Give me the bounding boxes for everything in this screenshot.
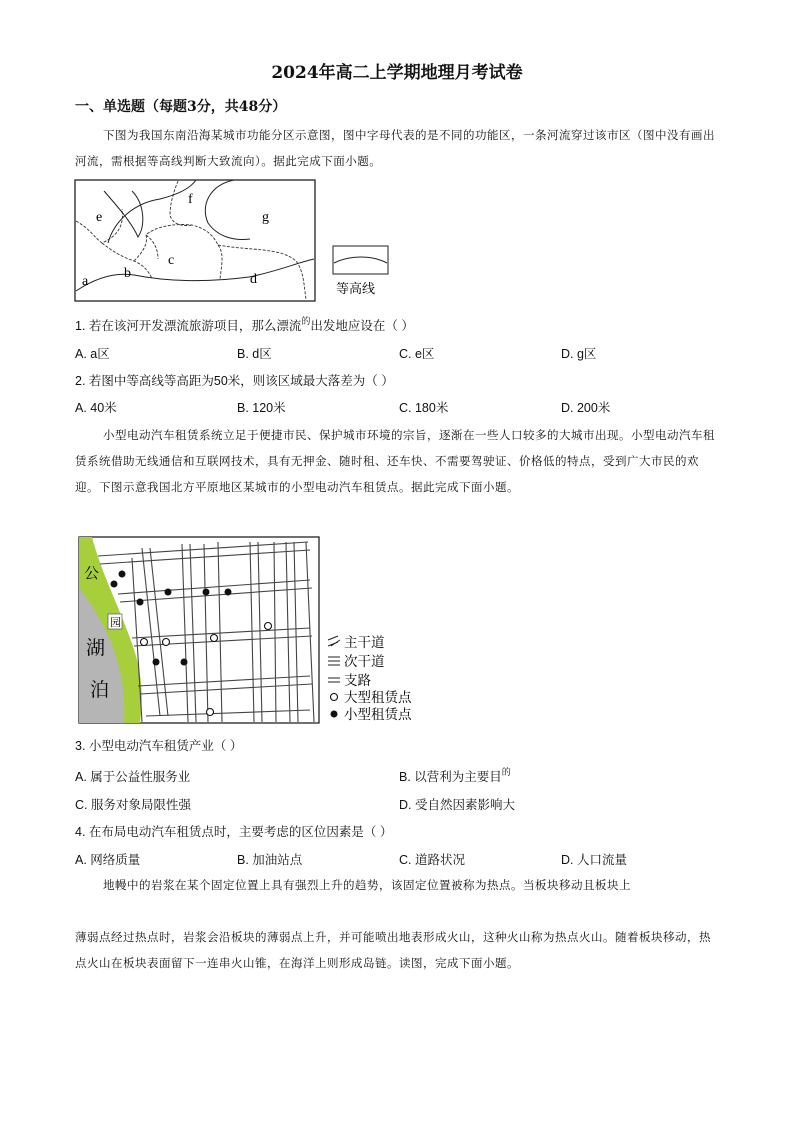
zone-label-b: b bbox=[124, 266, 131, 281]
zone-label-f: f bbox=[188, 192, 193, 207]
q3-option-b-text: B. 以营利为主要目 bbox=[399, 770, 502, 784]
question-1 bbox=[75, 316, 414, 334]
zone-label-a: a bbox=[82, 274, 89, 289]
branch-road-symbol bbox=[328, 678, 340, 682]
q1-option-c[interactable]: C. e区 bbox=[399, 347, 435, 361]
park-label-2: 园 bbox=[110, 617, 121, 629]
q1-option-b[interactable]: B. d区 bbox=[237, 347, 272, 361]
large-point-symbol bbox=[331, 694, 338, 701]
q2-option-c[interactable]: C. 180米 bbox=[399, 401, 449, 415]
q1-option-d[interactable]: D. g区 bbox=[561, 347, 597, 361]
ev-rental-map bbox=[78, 536, 428, 726]
small-rental-point bbox=[137, 599, 144, 606]
q4-option-d[interactable]: D. 人口流量 bbox=[561, 853, 627, 867]
q3-option-b[interactable] bbox=[399, 767, 511, 785]
question-1-stem: 1. 若在该河开发漂流旅游项目，那么漂流 bbox=[75, 319, 302, 333]
intro-text-3-line-1: 地幔中的岩浆在某个固定位置上具有强烈上升的趋势，该固定位置被称为热点。当板块移动且板块上 bbox=[103, 878, 631, 892]
intro-text-1: 下图为我国东南沿海某城市功能分区示意图，图中字母代表的是不同的功能区，一条河流穿过该市区（图中没有画出河流，需根据等高线判断大致流向）。据此完成下面小题。 bbox=[75, 128, 715, 168]
functional-zone-map bbox=[74, 179, 394, 304]
question-4-stem: 4. 在布局电动汽车租赁点时，主要考虑的区位因素是（ ） bbox=[75, 825, 393, 839]
zone-label-c: c bbox=[168, 253, 175, 268]
q3-option-b-sup: 的 bbox=[501, 767, 511, 777]
map2-legend bbox=[328, 635, 412, 722]
q4-option-a[interactable]: A. 网络质量 bbox=[75, 853, 141, 867]
zone-label-g: g bbox=[262, 210, 269, 225]
intro-text-2: 小型电动汽车租赁系统立足于便捷市民、保护城市环境的宗旨，逐渐在一些人口较多的大城市出现。小型电动汽车租赁系统借助无线通信和互联网技术，具有无押金、随时租、还车快、不需要驾驶证、价格低的特点，受到广大市民的欢迎。下图示意我国北方平原地区某城市的小型电动汽车租赁点。据此完成下面小题。 bbox=[75, 428, 715, 494]
q3-option-d[interactable]: D. 受自然因素影响大 bbox=[399, 798, 515, 812]
legend-branch-road: 支路 bbox=[344, 673, 371, 688]
q2-option-d[interactable]: D. 200米 bbox=[561, 401, 611, 415]
q2-option-b[interactable]: B. 120米 bbox=[237, 401, 286, 415]
q4-option-c[interactable]: C. 道路状况 bbox=[399, 853, 465, 867]
q4-option-b[interactable]: B. 加油站点 bbox=[237, 853, 303, 867]
legend-secondary-road: 次干道 bbox=[344, 654, 385, 669]
intro-paragraph-2 bbox=[75, 422, 721, 500]
zone-label-d: d bbox=[250, 272, 257, 287]
lake-label-1: 湖 bbox=[86, 638, 106, 659]
q1-option-a[interactable]: A. a区 bbox=[75, 347, 110, 361]
section-heading: 一、单选题（每题3分，共48分） bbox=[75, 99, 287, 115]
large-rental-point bbox=[163, 639, 170, 646]
intro-paragraph-3-line-1 bbox=[75, 872, 721, 898]
intro-paragraph-1 bbox=[75, 122, 721, 174]
lake-label-2: 泊 bbox=[90, 680, 110, 701]
q3-option-a[interactable]: A. 属于公益性服务业 bbox=[75, 770, 191, 784]
page-title: 2024年高二上学期地理月考试卷 bbox=[271, 63, 523, 83]
q2-option-a[interactable]: A. 40米 bbox=[75, 401, 117, 415]
zone-label-e: e bbox=[96, 210, 103, 225]
small-point-symbol bbox=[331, 711, 338, 718]
legend-large-point: 大型租赁点 bbox=[344, 690, 412, 705]
large-rental-point bbox=[265, 623, 272, 630]
small-rental-point bbox=[225, 589, 232, 596]
question-2-stem: 2. 若图中等高线等高距为50米，则该区域最大落差为（ ） bbox=[75, 374, 394, 388]
question-3-stem: 3. 小型电动汽车租赁产业（ ） bbox=[75, 739, 243, 753]
small-rental-point bbox=[203, 589, 210, 596]
small-rental-point bbox=[181, 659, 188, 666]
q3-option-c[interactable]: C. 服务对象局限性强 bbox=[75, 798, 191, 812]
secondary-road-symbol bbox=[328, 657, 340, 665]
intro-paragraph-3-rest: 薄弱点经过热点时，岩浆会沿板块的薄弱点上升，并可能喷出地表形成火山，这种火山称为热点火山。随着板块移动，热点火山在板块表面留下一连串火山锥，在海洋上则形成岛链。读图，完成下面小题。 bbox=[75, 930, 711, 970]
large-rental-point bbox=[211, 635, 218, 642]
legend-small-point: 小型租赁点 bbox=[344, 707, 412, 722]
question-1-stem-sup: 的 bbox=[301, 316, 311, 326]
legend-main-road: 主干道 bbox=[344, 635, 385, 650]
small-rental-point bbox=[153, 659, 160, 666]
small-rental-point bbox=[111, 581, 118, 588]
question-1-stem-end: 出发地应设在（ ） bbox=[310, 319, 414, 333]
main-road-symbol bbox=[328, 636, 340, 646]
large-rental-point bbox=[141, 639, 148, 646]
small-rental-point bbox=[119, 571, 126, 578]
small-rental-point bbox=[165, 589, 172, 596]
park-label-1: 公 bbox=[84, 566, 100, 582]
legend-contour-label: 等高线 bbox=[336, 281, 376, 296]
large-rental-point bbox=[207, 709, 214, 716]
map1-frame bbox=[75, 180, 315, 301]
